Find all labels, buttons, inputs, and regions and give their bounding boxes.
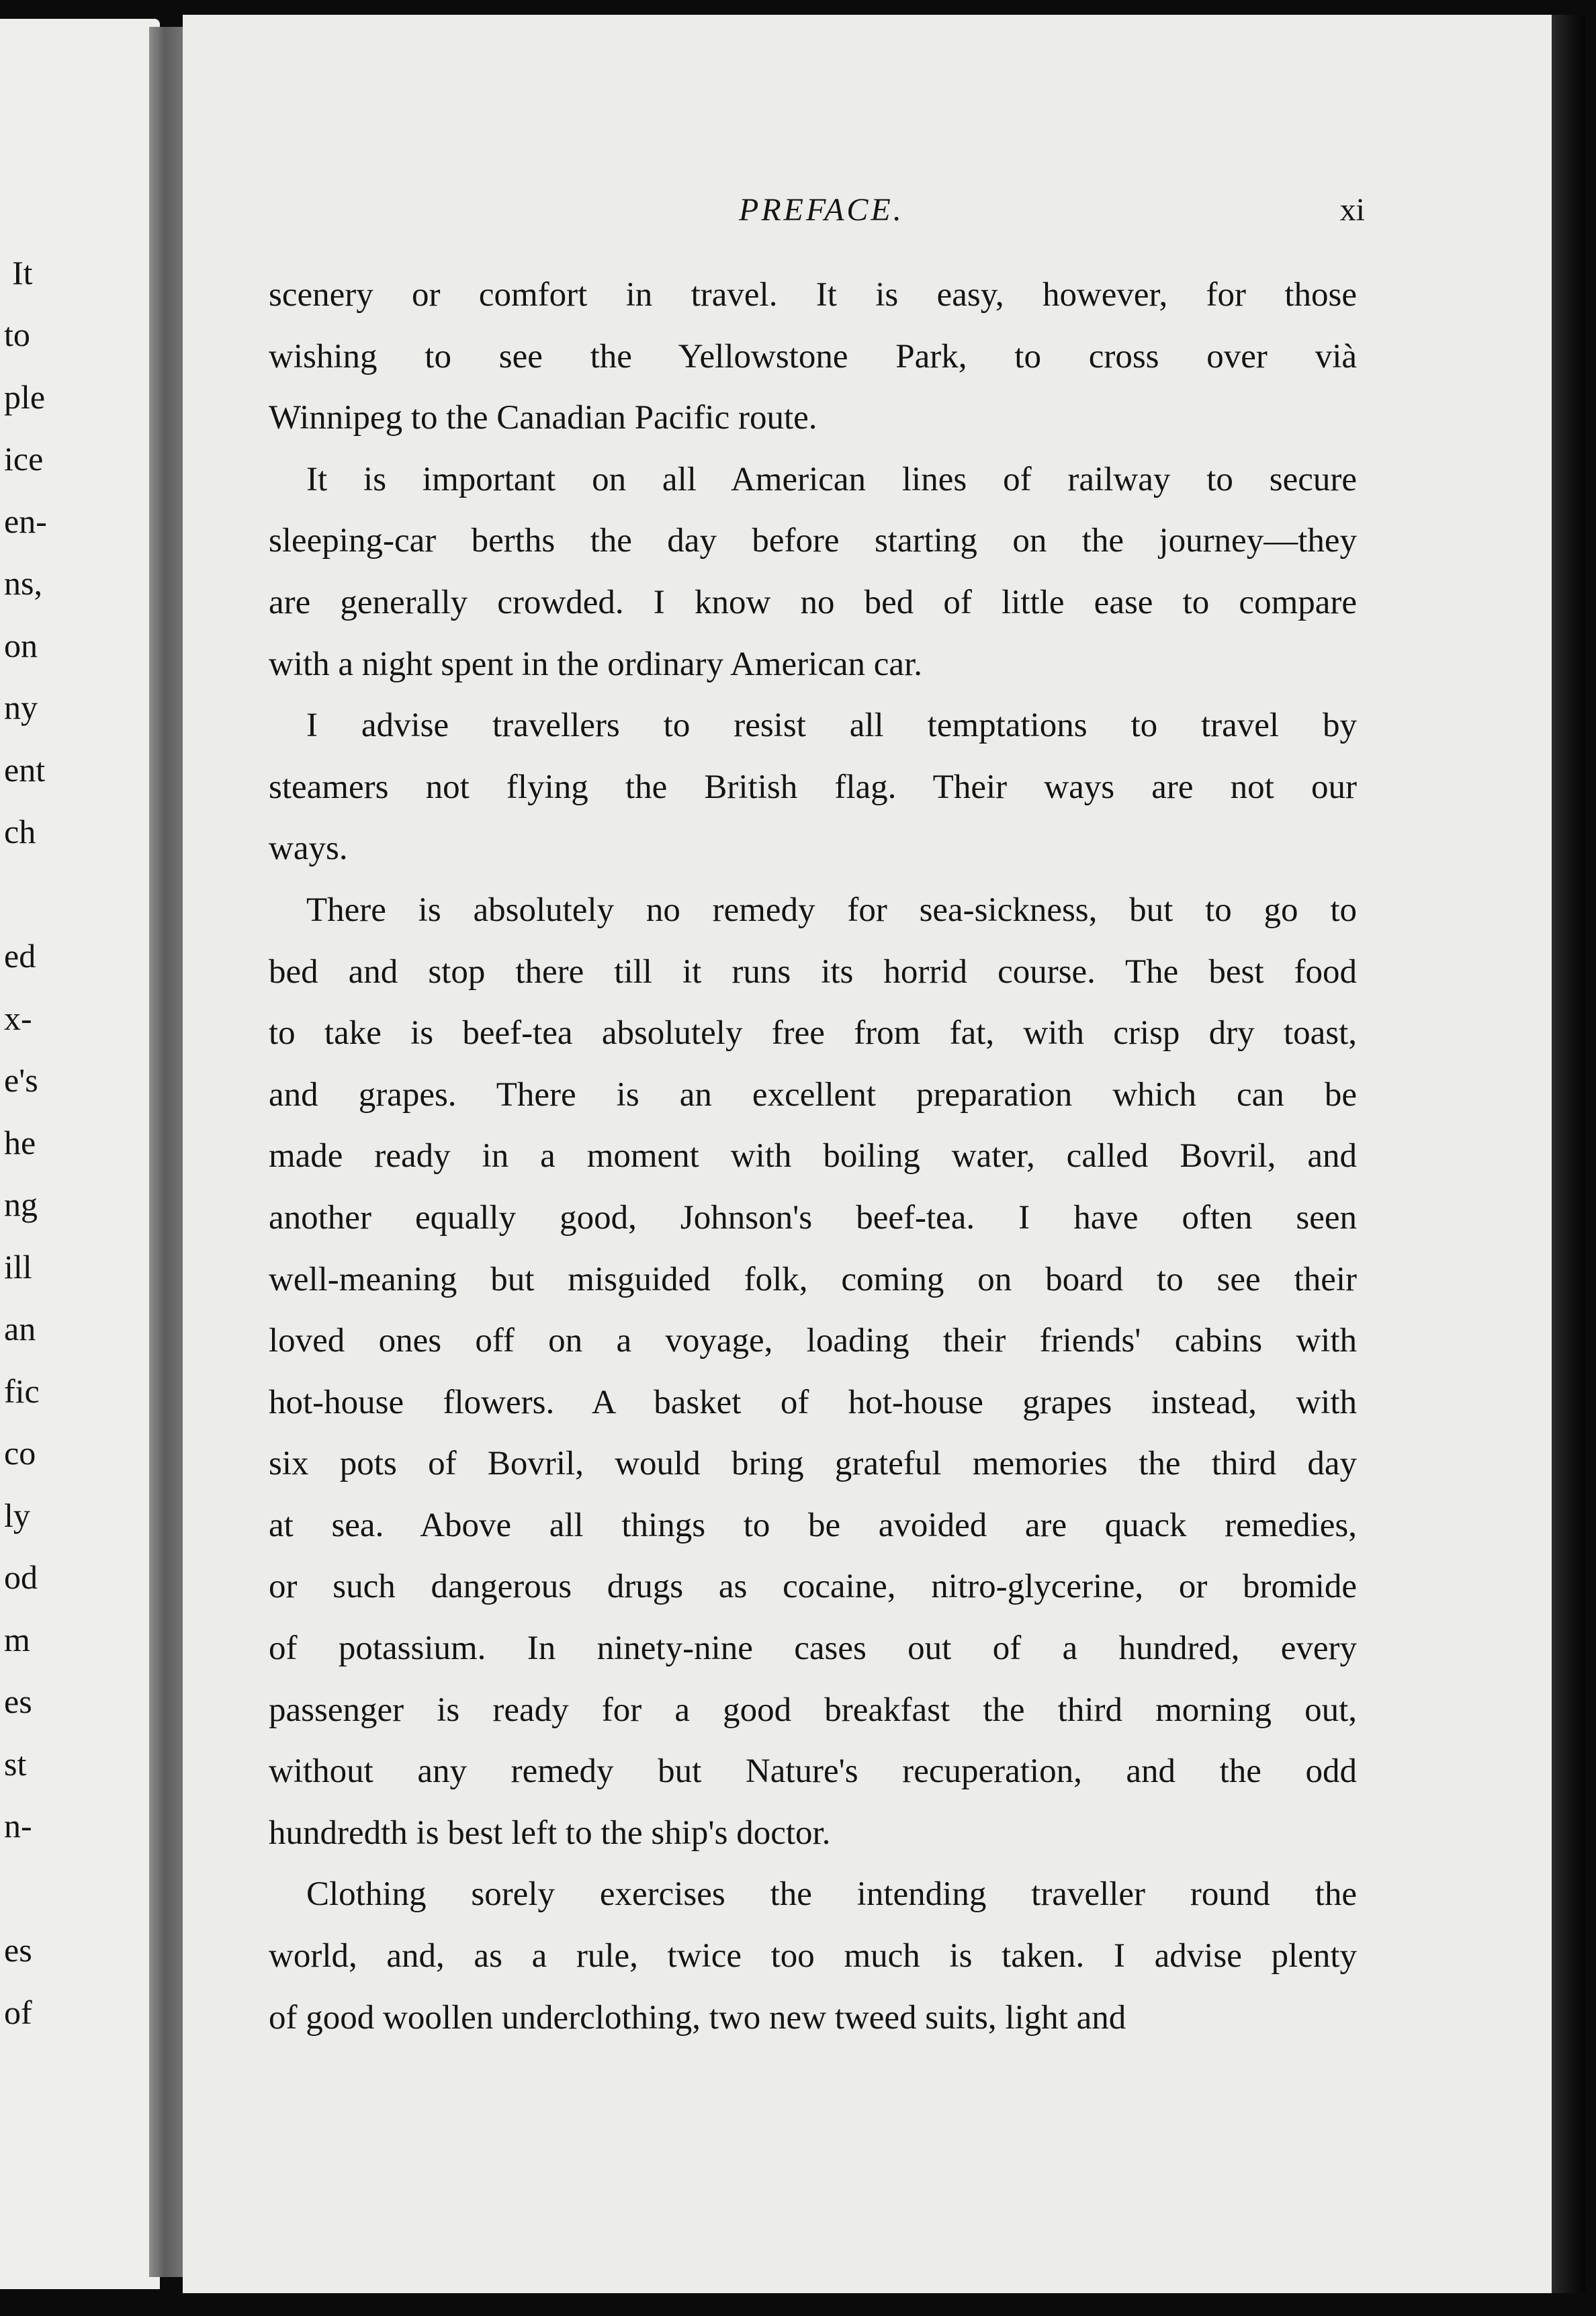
text-line: of good woollen underclothing, two new tweed suits, light and [269,1998,1126,2037]
text-line: passenger is ready for a good breakfast the third morning out, [269,1691,1357,1729]
previous-page-fragment: co [4,1434,36,1472]
text-line: well-meaning but misguided folk, coming on board to see their [269,1260,1357,1298]
previous-page-line [0,863,134,925]
previous-page-fragment: on [4,627,38,664]
paragraph [269,265,1357,449]
text-line: There is absolutely no remedy for sea-sickness, but to go to [306,891,1357,929]
text-line: steamers not flying the British flag. Their ways are not our [269,768,1357,806]
previous-page-line [0,1298,134,1360]
previous-page-line [0,428,134,490]
previous-page-line [0,615,134,676]
text-line: with a night spent in the ordinary American car. [269,645,922,683]
text-line: It is important on all American lines of railway to secure [306,460,1357,498]
previous-page-fragment: an [4,1310,36,1347]
paragraph [269,695,1357,880]
text-line: made ready in a moment with boiling water, called Bovril, and [269,1137,1357,1175]
previous-page-line [0,552,134,614]
text-line: of potassium. In ninety-nine cases out of a hundred, every [269,1630,1357,1668]
text-line: Winnipeg to the Canadian Pacific route. [269,399,817,437]
text-line: wishing to see the Yellowstone Park, to cross over vià [269,337,1357,375]
previous-page-line [0,676,134,738]
text-line: loved ones off on a voyage, loading their friends' cabins with [269,1322,1357,1360]
previous-page-fragment: od [4,1558,38,1596]
previous-page-fragment: ny [4,688,38,726]
previous-page-fragment: n- [4,1807,32,1844]
previous-page-line [0,1360,134,1422]
previous-page-fragment: It [12,254,33,292]
previous-page-line [0,1609,134,1671]
text-line: at sea. Above all things to be avoided are quack remedies, [269,1506,1357,1544]
previous-page-fragment: ns, [4,564,42,602]
previous-page-line [0,925,134,987]
paragraph [269,449,1357,695]
text-line: sleeping-car berths the day before starting on the journey—they [269,522,1357,560]
text-line: hot-house flowers. A basket of hot-house grapes instead, with [269,1383,1357,1421]
text-line: or such dangerous drugs as cocaine, nitro-glycerine, or bromide [269,1568,1357,1606]
previous-page-fragment: ng [4,1186,38,1223]
previous-page-line [0,1422,134,1484]
text-line: world, and, as a rule, twice too much is taken. I advise plenty [269,1937,1357,1975]
previous-page-line [0,1546,134,1608]
previous-page-line [0,987,134,1049]
text-line: scenery or comfort in travel. It is easy, however, for those [269,276,1357,314]
previous-page-fragment: en- [4,502,47,540]
previous-page-fragment: fic [4,1372,40,1410]
text-line: without any remedy but Nature's recuperation, and the odd [269,1752,1357,1791]
text-line: and grapes. There is an excellent preparation which can be [269,1075,1357,1114]
previous-page-fragment: of [4,1994,32,2031]
previous-page-line [0,1671,134,1732]
previous-page-line [0,1112,134,1173]
paragraph [269,1864,1357,2049]
text-line: Clothing sorely exercises the intending traveller round the [306,1875,1357,1914]
previous-page-line [0,1919,134,1981]
previous-page-fragment: ice [4,440,44,478]
previous-page-line [0,242,134,304]
text-line: bed and stop there till it runs its horrid course. The best food [269,952,1357,991]
previous-page-fragment: es [4,1931,32,1969]
previous-page-fragment: e's [4,1061,38,1099]
previous-page-fragment: m [4,1621,30,1658]
previous-page-line [0,1173,134,1235]
previous-page-line [0,1733,134,1795]
text-line: I advise travellers to resist all temptations to travel by [306,707,1357,745]
text-line: another equally good, Johnson's beef-tea. I have often seen [269,1198,1357,1237]
previous-page-line [0,1236,134,1298]
previous-page-line [0,366,134,428]
previous-page-line [0,801,134,862]
previous-page-line [0,1484,134,1546]
previous-page-fragment: to [4,316,30,353]
running-head: PREFACE. [739,192,904,228]
previous-page-line [0,1049,134,1111]
previous-page [0,19,160,2289]
text-line: are generally crowded. I know no bed of little ease to compare [269,583,1357,621]
previous-page-line [0,1795,134,1857]
text-line: six pots of Bovril, would bring grateful memories the third day [269,1445,1357,1483]
page-number: xi [1339,192,1365,228]
previous-page-fragment: ed [4,937,36,975]
previous-page-line [0,304,134,365]
paragraph [269,880,1357,1865]
text-line: ways. [269,830,348,868]
previous-page-fragment: ple [4,378,46,416]
previous-page-line [0,1857,134,1919]
previous-page-fragment: ly [4,1497,30,1534]
page-header [269,180,1370,240]
body-text [269,265,1357,2049]
previous-page-line [0,490,134,552]
previous-page-fragment: ent [4,751,46,789]
text-line: to take is beef-tea absolutely free from fat, with crisp dry toast, [269,1014,1357,1053]
previous-page-fragment: he [4,1124,36,1161]
previous-page-fragment: st [4,1745,27,1783]
previous-page-fragment: ill [4,1248,32,1286]
page-edge-shadow [1552,15,1585,2293]
previous-page-fragment: ch [4,813,36,850]
previous-page-line [0,1981,134,2043]
text-line: hundredth is best left to the ship's doctor. [269,1814,831,1852]
previous-page-fragment: es [4,1683,32,1720]
previous-page-fragment: x- [4,999,32,1037]
previous-page-line [0,739,134,801]
